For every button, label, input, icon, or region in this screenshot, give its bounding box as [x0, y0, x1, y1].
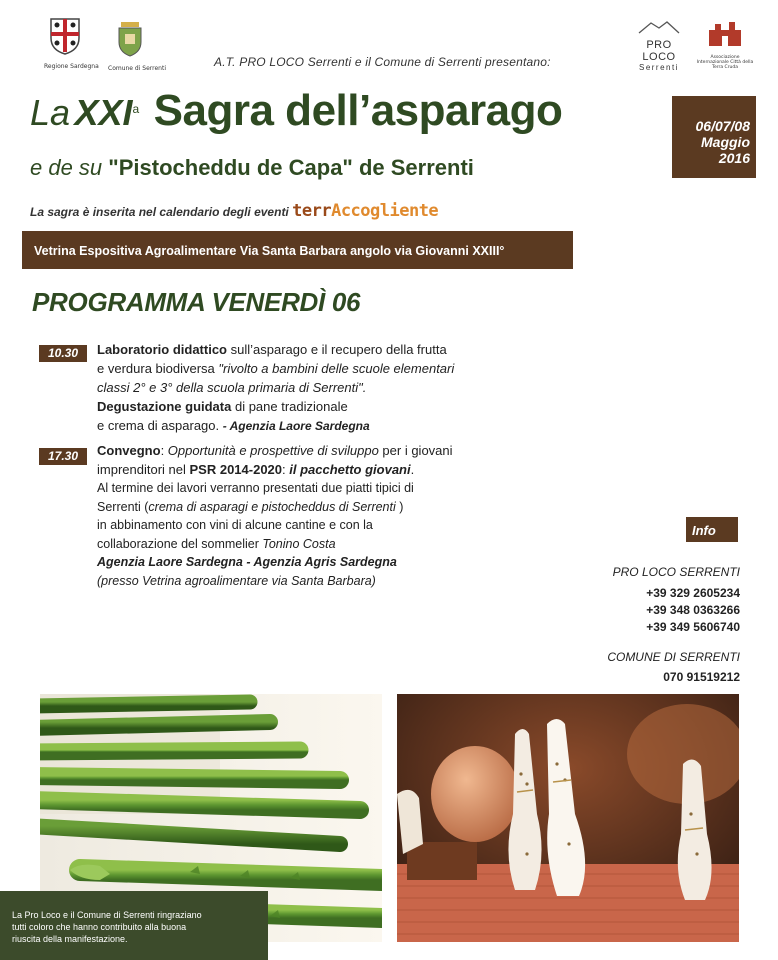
comune-serrenti-crest-icon [115, 20, 145, 58]
thanks-line: riuscita della manifestazione. [12, 934, 128, 944]
event-text: in abbinamento con vini di alcune cantine e con la [97, 518, 373, 532]
citta-terra-cruda-caption: Associazione Internazionale Città della Terra Cruda [696, 55, 754, 70]
date-year: 2016 [718, 150, 750, 166]
event-time-badge: 17.30 [39, 448, 87, 465]
phone-number[interactable]: +39 349 5606740 [646, 620, 740, 634]
comune-contact-label: COMUNE DI SERRENTI [607, 650, 740, 664]
comune-serrenti-caption: Comune di Serrenti [108, 65, 167, 72]
event-text: ) [395, 499, 404, 514]
event-text: : [160, 443, 168, 458]
regione-sardegna-crest-icon [48, 16, 82, 56]
thanks-line: tutti coloro che hanno contribuito alla buona [12, 922, 187, 932]
phone-number[interactable]: +39 329 2605234 [646, 586, 740, 600]
event-italic: classi 2° e 3° della scuola primaria di Serrenti". [97, 380, 367, 395]
event-text: Serrenti ( [97, 499, 149, 514]
phone-number[interactable]: 070 91519212 [663, 670, 740, 684]
event-line [97, 535, 537, 554]
event-text: sull’asparago e il recupero della frutta [227, 342, 447, 357]
event-line [97, 359, 527, 378]
event-italic: Opportunità e prospettive di sviluppo [167, 443, 379, 458]
date-days: 06/07/08 [695, 118, 750, 134]
event-text: e verdura biodiversa [97, 361, 219, 376]
event-line [97, 479, 537, 498]
mountain-icon [637, 20, 681, 34]
proloco-logo-text: PRO LOCO [642, 39, 676, 63]
event-text: . [410, 462, 415, 477]
title-superscript: a [132, 101, 140, 116]
event-title [30, 86, 562, 136]
event-text: e crema di asparago. [97, 418, 223, 433]
event-time-badge: 10.30 [39, 345, 87, 362]
event-line [97, 416, 527, 436]
presenters-line: A.T. PRO LOCO Serrenti e il Comune di Serrenti presentano: [214, 55, 551, 69]
date-month: Maggio [701, 134, 750, 150]
calendar-note [30, 201, 438, 221]
event-location-note: (presso Vetrina agroalimentare via Santa Barbara) [97, 573, 376, 588]
event-line [97, 553, 537, 572]
regione-sardegna-logo [44, 16, 99, 70]
proloco-serrenti-logo [632, 20, 686, 72]
event-line [97, 516, 537, 535]
event-text: di pane tradizionale [231, 399, 348, 414]
thanks-line: La Pro Loco e il Comune di Serrenti ringraziano [12, 910, 202, 920]
event-highlight-italic: il pacchetto giovani [289, 462, 411, 477]
event-line [97, 340, 527, 359]
event-text: imprenditori nel [97, 462, 190, 477]
event-italic: "rivolto a bambini delle scuole elementari [218, 361, 455, 376]
subtitle-strong: "Pistocheddu de Capa" de Serrenti [108, 155, 474, 180]
event-text: : [282, 462, 290, 477]
program-title: PROGRAMMA VENERDÌ 06 [32, 287, 361, 317]
event-10-30 [97, 340, 527, 436]
event-subtitle [30, 155, 474, 181]
date-box [672, 96, 756, 178]
thanks-box [0, 891, 268, 960]
event-line [97, 460, 537, 479]
comune-contacts [607, 650, 740, 684]
terraccogliente-brand-a: terr [292, 201, 332, 221]
pistocheddu-photo [397, 694, 739, 942]
event-line [97, 397, 527, 416]
earth-castle-icon [705, 18, 745, 48]
calendar-note-text: La sagra è inserita nel calendario degli eventi [30, 205, 289, 219]
event-line [97, 572, 537, 591]
event-agency: - Agenzia Laore Sardegna [222, 419, 370, 433]
event-agencies: Agenzia Laore Sardegna - Agenzia Agris Sardegna [97, 555, 397, 569]
proloco-logo-subtext: Serrenti [638, 63, 679, 72]
phone-number[interactable]: +39 348 0363266 [646, 603, 740, 617]
event-highlight: Laboratorio didattico [97, 342, 227, 357]
info-badge: Info [686, 517, 738, 542]
venue-bar: Vetrina Espositiva Agroalimentare Via Santa Barbara angolo via Giovanni XXIII° [22, 231, 573, 269]
subtitle-prefix: e de su [30, 155, 103, 180]
proloco-contacts [613, 565, 740, 636]
event-text: Al termine dei lavori verranno presentati due piatti tipici di [97, 481, 414, 495]
citta-terra-cruda-logo [694, 18, 756, 70]
event-italic: crema di asparagi e pistocheddus di Serrenti [148, 499, 396, 514]
event-line [97, 498, 537, 517]
event-highlight: Degustazione guidata [97, 399, 232, 414]
event-highlight: Convegno [97, 443, 161, 458]
event-text: collaborazione del sommelier [97, 536, 263, 551]
event-line [97, 378, 527, 397]
title-edition-number: XXI [74, 92, 133, 133]
regione-sardegna-caption: Regione Sardegna [44, 63, 99, 70]
event-text: per i giovani [378, 443, 453, 458]
pistocheddu-illustration [397, 694, 739, 942]
title-prefix: La [30, 92, 71, 133]
proloco-contact-label: PRO LOCO SERRENTI [612, 565, 740, 579]
comune-serrenti-logo [108, 20, 167, 72]
title-main: Sagra dell’asparago [153, 86, 563, 135]
terraccogliente-brand-b: Accogliente [331, 201, 439, 221]
event-italic: Tonino Costa [262, 536, 336, 551]
event-highlight: PSR 2014-2020 [189, 462, 283, 477]
event-17-30 [97, 441, 537, 590]
event-line [97, 441, 537, 460]
